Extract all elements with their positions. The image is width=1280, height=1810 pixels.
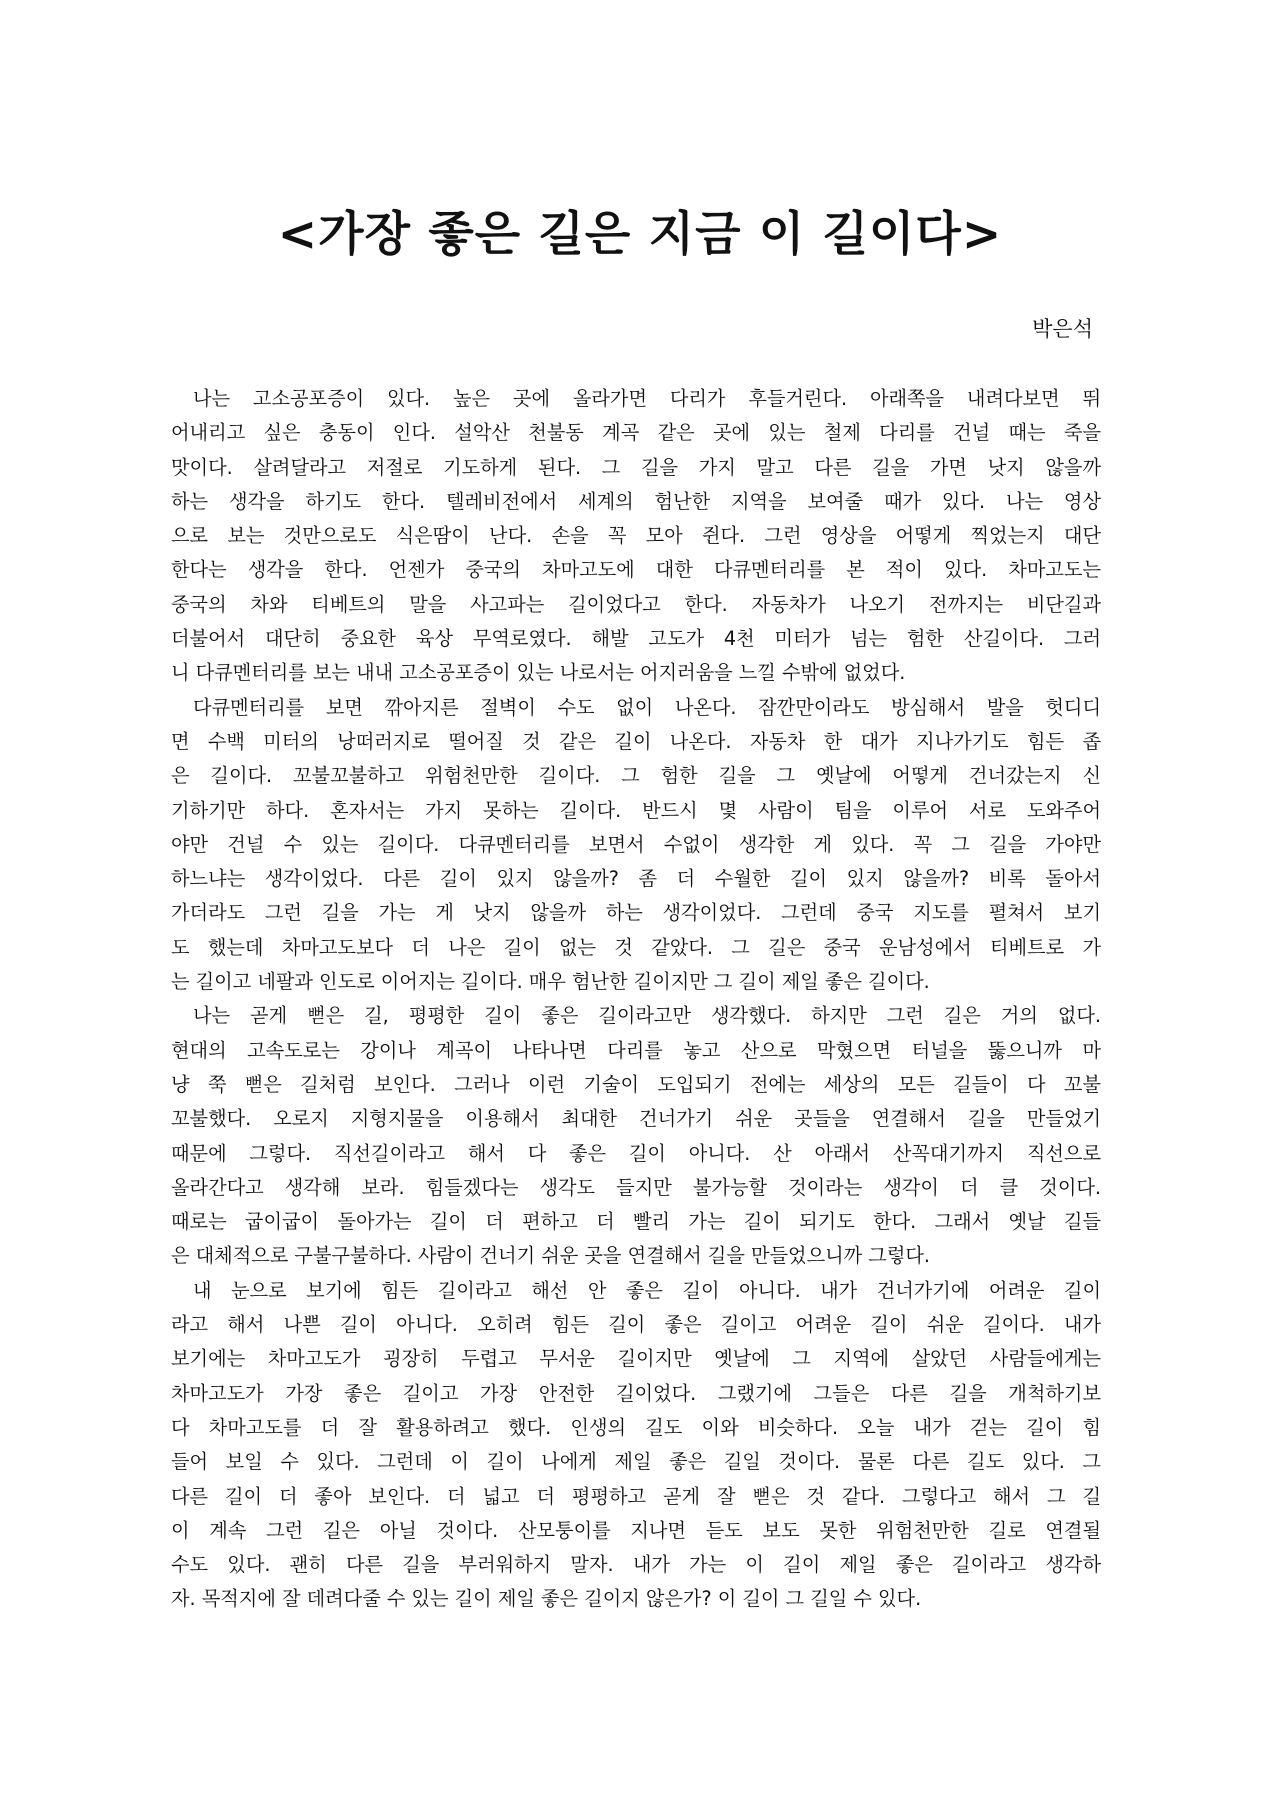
paragraph-line: 는 길이고 네팔과 인도로 이어지는 길이다. 매우 험난한 길이지만 그 길이 제일 좋은 길이다. [171, 970, 930, 994]
paragraph-line: 맛이다. 살려달라고 저절로 기도하게 된다. 그 길을 가지 말고 다른 길을 가면 낫지 않을까 [171, 455, 1101, 479]
paragraph-line: 차마고도가 가장 좋은 길이고 가장 안전한 길이었다. 그랬기에 그들은 다른 길을 개척하기보 [171, 1381, 1101, 1405]
paragraph-line: 더불어서 대단히 중요한 육상 무역로였다. 해발 고도가 4천 미터가 넘는 험한 산길이다. 그러 [171, 627, 1101, 651]
paragraph-line: 하느냐는 생각이었다. 다른 길이 있지 않을까? 좀 더 수월한 길이 있지 않을까? 비록 돌아서 [171, 867, 1101, 891]
paragraph-line: 나는 곧게 뻗은 길, 평평한 길이 좋은 길이라고만 생각했다. 하지만 그런 길은 거의 없다. [193, 1004, 1101, 1028]
paragraph-line: 때문에 그렇다. 직선길이라고 해서 다 좋은 길이 아니다. 산 아래서 산꼭대기까지 직선으로 [171, 1141, 1101, 1165]
paragraph-line: 면 수백 미터의 낭떠러지로 떨어질 것 같은 길이 나온다. 자동차 한 대가 지나가기도 힘든 좁 [171, 729, 1101, 753]
paragraph-line: 때로는 굽이굽이 돌아가는 길이 더 편하고 더 빨리 가는 길이 되기도 한다. 그래서 옛날 길들 [171, 1210, 1101, 1234]
paragraph-line: 라고 해서 나쁜 길이 아니다. 오히려 힘든 길이 좋은 길이고 어려운 길이 쉬운 길이다. 내가 [171, 1313, 1101, 1337]
paragraph-line: 중국의 차와 티베트의 말을 사고파는 길이었다고 한다. 자동차가 나오기 전까지는 비단길과 [171, 592, 1101, 616]
paragraph-line: 은 길이다. 꼬불꼬불하고 위험천만한 길이다. 그 험한 길을 그 옛날에 어떻게 건너갔는지 신 [171, 764, 1101, 788]
paragraph-line: 니 다큐멘터리를 보는 내내 고소공포증이 있는 나로서는 어지러움을 느낄 수밖에 없었다. [171, 661, 906, 685]
paragraph-line: 은 대체적으로 구불구불하다. 사람이 건너기 쉬운 곳을 연결해서 길을 만들었으니까 그렇다. [171, 1244, 930, 1268]
paragraph-line: 냥 쭉 뻗은 길처럼 보인다. 그러나 이런 기술이 도입되기 전에는 세상의 모든 길들이 다 꼬불 [171, 1072, 1101, 1096]
paragraph-line: 다큐멘터리를 보면 깎아지른 절벽이 수도 없이 나온다. 잠깐만이라도 방심해서 발을 헛디디 [193, 695, 1101, 719]
paragraph-line: 하는 생각을 하기도 한다. 텔레비전에서 세계의 험난한 지역을 보여줄 때가 있다. 나는 영상 [171, 489, 1101, 513]
paragraph-line: 나는 고소공포증이 있다. 높은 곳에 올라가면 다리가 후들거린다. 아래쪽을 내려다보면 뛰 [193, 387, 1101, 410]
paragraph-line: 내 눈으로 보기에 힘든 길이라고 해선 안 좋은 길이 아니다. 내가 건너가기에 어려운 길이 [193, 1278, 1101, 1302]
paragraph-line: 보기에는 차마고도가 굉장히 두렵고 무서운 길이지만 옛날에 그 지역에 살았던 사람들에게는 [171, 1347, 1101, 1371]
paragraph-line: 도 했는데 차마고도보다 더 나은 길이 없는 것 같았다. 그 길은 중국 운남성에서 티베트로 가 [171, 935, 1101, 959]
paragraph-line: 자. 목적지에 잘 데려다줄 수 있는 길이 제일 좋은 길이지 않은가? 이 길이 그 길일 수 있다. [171, 1587, 922, 1611]
essay-paragraph [171, 382, 1101, 691]
paragraph-line: 다른 길이 더 좋아 보인다. 더 넓고 더 평평하고 곧게 잘 뻗은 것 같다. 그렇다고 해서 그 길 [171, 1484, 1101, 1508]
paragraph-line: 이 계속 그런 길은 아닐 것이다. 산모퉁이를 지나면 듣도 보도 못한 위험천만한 길로 연결될 [171, 1518, 1101, 1542]
essay-body [171, 382, 1101, 1617]
paragraph-line: 어내리고 싶은 충동이 인다. 설악산 천불동 계곡 같은 곳에 있는 철제 다리를 건널 때는 죽을 [171, 421, 1101, 445]
paragraph-line: 들어 보일 수 있다. 그런데 이 길이 나에게 제일 좋은 길일 것이다. 물론 다른 길도 있다. 그 [171, 1450, 1101, 1474]
essay-paragraph [171, 691, 1101, 1000]
essay-paragraph [171, 1274, 1101, 1617]
paragraph-line: 꼬불했다. 오로지 지형지물을 이용해서 최대한 건너가기 쉬운 곳들을 연결해서 길을 만들었기 [171, 1107, 1101, 1131]
paragraph-line: 기하기만 하다. 혼자서는 가지 못하는 길이다. 반드시 몇 사람이 팀을 이루어 서로 도와주어 [171, 798, 1101, 822]
paragraph-line: 현대의 고속도로는 강이나 계곡이 나타나면 다리를 놓고 산으로 막혔으면 터널을 뚫으니까 마 [171, 1038, 1101, 1062]
paragraph-line: 한다는 생각을 한다. 언젠가 중국의 차마고도에 대한 다큐멘터리를 본 적이 있다. 차마고도는 [171, 558, 1101, 582]
paragraph-line: 올라간다고 생각해 보라. 힘들겠다는 생각도 들지만 불가능할 것이라는 생각이 더 클 것이다. [171, 1175, 1101, 1199]
paragraph-line: 다 차마고도를 더 잘 활용하려고 했다. 인생의 길도 이와 비슷하다. 오늘 내가 걷는 길이 힘 [171, 1415, 1101, 1439]
essay-paragraph [171, 999, 1101, 1273]
paragraph-line: 수도 있다. 괜히 다른 길을 부러워하지 말자. 내가 가는 이 길이 제일 좋은 길이라고 생각하 [171, 1553, 1101, 1577]
paragraph-line: 가더라도 그런 길을 가는 게 낫지 않을까 하는 생각이었다. 그런데 중국 지도를 펼쳐서 보기 [171, 901, 1101, 925]
author-name: 박은석 [1032, 317, 1093, 341]
document-title: <가장 좋은 길은 지금 이 길이다> [277, 207, 1003, 262]
paragraph-line: 야만 건널 수 있는 길이다. 다큐멘터리를 보면서 수없이 생각한 게 있다. 꼭 그 길을 가야만 [171, 832, 1101, 856]
paragraph-line: 으로 보는 것만으로도 식은땀이 난다. 손을 꼭 모아 쥔다. 그런 영상을 어떻게 찍었는지 대단 [171, 524, 1101, 548]
